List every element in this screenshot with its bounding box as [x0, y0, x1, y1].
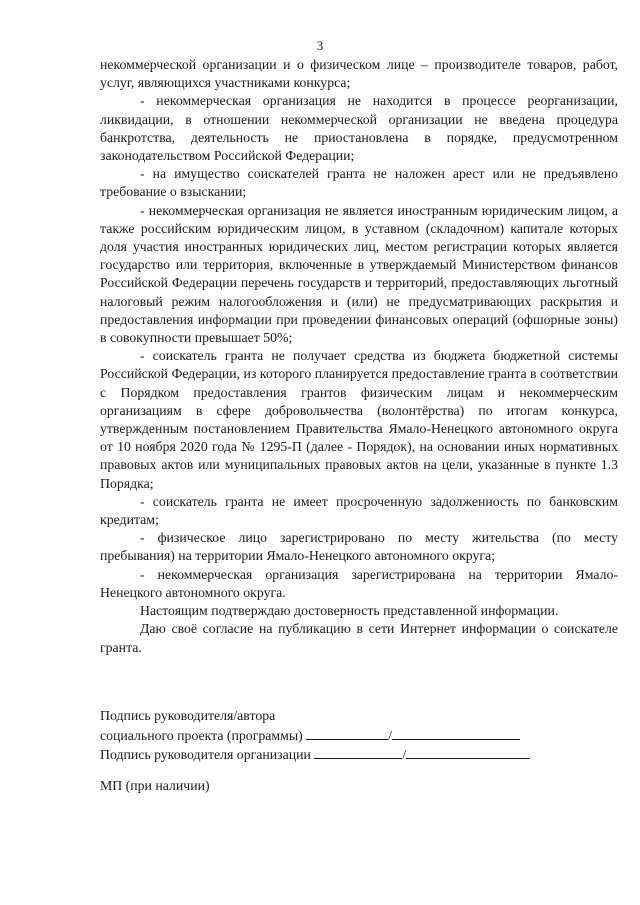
signature-blank-organization	[314, 746, 402, 759]
signature-label-organization-text: Подпись руководителя организации	[100, 747, 311, 762]
signature-label-project-text: социального проекта (программы)	[100, 727, 303, 743]
paragraph-organization-registration: - некоммерческая организация зарегистрирована на территории Ямало-Ненецкого автономного округа.	[100, 566, 618, 600]
paragraph-confirmation: Настоящим подтверждаю достоверность представленной информации.	[140, 603, 559, 619]
paragraph-arrest: - на имущество соискателей гранта не наложен арест или не предъявлено требование о взыскании;	[100, 166, 618, 200]
paragraph-continuation: некоммерческой организации и о физическом лице – производителе товаров, работ, услуг, являющихся участниками конкурса;	[100, 57, 618, 91]
paragraph-consent: Даю своё согласие на публикацию в сети Интернет информации о соискателе гранта.	[100, 621, 618, 655]
name-blank-organization	[406, 746, 530, 759]
paragraph-budget-funds: - соискатель гранта не получает средства из бюджета бюджетной системы Российской Федерации, из которого планируется предоставление гранта в соответствии с Порядком предоставления грантов физическим лицам и некоммерческим организациям в сфере добровольчества (волонтёрства) по итогам конкурса, утвержденным постановлением Правительства Ямало-Ненецкого автономного округа от 10 ноября 2020 года № 1295-П (далее - Порядок), на основании иных нормативных правовых актов или муниципальных правовых актов на цели, указанные в пункте 1.3 Порядка;	[100, 348, 618, 491]
signature-blank-author	[306, 727, 388, 740]
page-number: 3	[316, 38, 324, 53]
stamp-note: МП (при наличии)	[100, 778, 210, 793]
signature-label-author	[100, 706, 620, 726]
paragraph-reorganization: - некоммерческая организация не находится в процессе реорганизации, ликвидации, в отношении некоммерческой организации не введена процедура банкротства, деятельность не приостановлена в порядке, предусмотренном законодательством Российской Федерации;	[100, 93, 618, 164]
signature-label-author-text: Подпись руководителя/автора	[100, 708, 276, 723]
paragraph-individual-registration: - физическое лицо зарегистрировано по месту жительства (по месту пребывания) на территории Ямало-Ненецкого автономного округа;	[100, 530, 618, 564]
signature-line-author	[100, 726, 620, 746]
paragraph-bank-debt: - соискатель гранта не имеет просроченную задолженность по банковским кредитам;	[100, 493, 618, 528]
document-body	[100, 56, 618, 657]
signature-separator: /	[402, 747, 407, 762]
signature-block	[100, 706, 620, 765]
paragraph-foreign-entity: - некоммерческая организация не является иностранным юридическим лицом, а также российским юридическим лицом, в уставном (складочном) капитале которых доля участия иностранных юридических лиц, местом регистрации которых является государство или территория, включенные в утверждаемый Министерством финансов Российской Федерации перечень государств и территорий, предоставляющих льготный налоговый режим налогообложения и (или) не предусматривающих раскрытия и предоставления информации при проведении финансовых операций (офшорные зоны) в совокупности превышает 50%;	[100, 202, 618, 346]
signature-line-organization	[100, 745, 620, 765]
signature-separator: /	[388, 727, 392, 743]
name-blank-author	[392, 727, 520, 740]
